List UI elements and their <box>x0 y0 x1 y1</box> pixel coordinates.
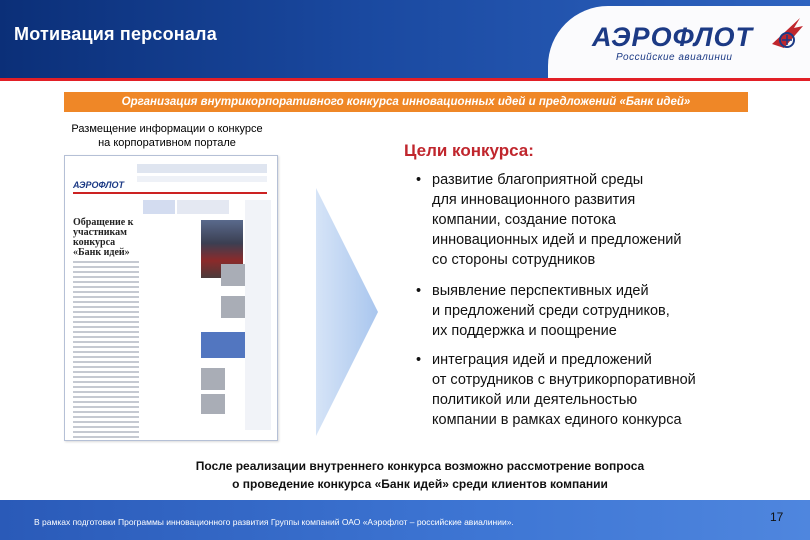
portal-heading-line3: «Банк идей» <box>73 247 130 258</box>
portal-screenshot <box>64 155 278 441</box>
goal-3-line: компании в рамках единого конкурса <box>432 412 682 428</box>
bullet-icon: • <box>416 283 422 299</box>
portal-article <box>73 200 139 438</box>
conclusion-line2: о проведение конкурса «Банк идей» среди клиентов компании <box>232 477 608 491</box>
goal-1-line: инновационных идей и предложений <box>432 232 682 248</box>
aeroflot-logo <box>548 6 810 78</box>
conclusion-line1: После реализации внутреннего конкурса возможно рассмотрение вопроса <box>195 459 645 473</box>
goal-1-line: для инновационного развития <box>432 192 636 208</box>
goals-heading: Цели конкурса: <box>404 141 534 160</box>
goal-3-line: политикой или деятельностью <box>432 392 638 408</box>
goal-2-line: выявление перспективных идей <box>432 283 649 299</box>
portal-caption-line1: Размещение информации о конкурсе <box>71 123 263 135</box>
portal-widget <box>201 368 225 390</box>
portal-logo: АЭРОФЛОТ <box>73 180 125 190</box>
goal-1-line: развитие благоприятной среды <box>432 172 644 188</box>
goal-item-3 <box>416 350 756 430</box>
portal-caption-line2: на корпоративном портале <box>98 137 236 149</box>
portal-nav-bar <box>137 164 267 173</box>
portal-widget <box>221 264 245 286</box>
portal-red-line <box>73 192 267 194</box>
goal-2-line: и предложений среди сотрудников, <box>432 303 670 319</box>
portal-banner-1 <box>143 200 175 214</box>
goal-2-line: их поддержка и поощрение <box>432 323 617 339</box>
footer-bar <box>0 500 810 540</box>
logo-wordmark: АЭРОФЛОТ <box>592 22 754 52</box>
goal-1-line: со стороны сотрудников <box>432 252 596 268</box>
goal-1-line: компании, создание потока <box>432 212 616 228</box>
goal-3-line: от сотрудников с внутрикорпоративной <box>432 372 696 388</box>
portal-widget <box>201 394 225 414</box>
portal-widget <box>221 296 245 318</box>
portal-heading-line2: участникам конкурса <box>73 227 127 248</box>
bullet-icon: • <box>416 172 422 188</box>
goal-item-2 <box>416 281 756 341</box>
portal-caption <box>62 122 272 150</box>
footer-text: В рамках подготовки Программы инновационного развития Группы компаний ОАО «Аэрофлот – российские авиалинии». <box>34 517 514 527</box>
subtitle-bar: Организация внутрикорпоративного конкурса инновационных идей и предложений «Банк идей» <box>64 92 748 112</box>
page-number: 17 <box>770 510 784 524</box>
aeroflot-emblem-icon <box>770 14 804 54</box>
logo-subtitle: Российские авиалинии <box>616 52 733 63</box>
goal-item-1 <box>416 170 756 270</box>
conclusion-note <box>100 457 740 493</box>
portal-subnav <box>137 176 267 182</box>
portal-sidebar <box>245 200 271 430</box>
portal-banner-2 <box>177 200 229 214</box>
bullet-icon: • <box>416 352 422 368</box>
header-bar <box>0 0 810 78</box>
chevron-right-icon <box>316 188 382 458</box>
portal-article-heading <box>73 218 139 258</box>
portal-calendar <box>201 332 245 358</box>
portal-heading-line1: Обращение к <box>73 217 134 228</box>
header-divider <box>0 78 810 81</box>
slide-title: Мотивация персонала <box>14 24 217 44</box>
goal-3-line: интеграция идей и предложений <box>432 352 652 368</box>
